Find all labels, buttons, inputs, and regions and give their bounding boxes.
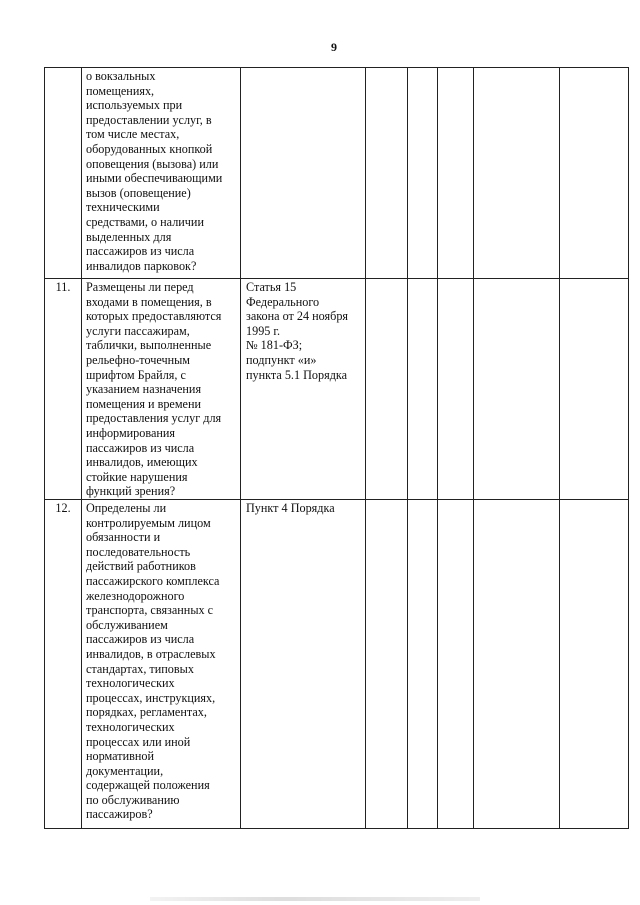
question-line: оповещения (вызова) или bbox=[86, 156, 219, 171]
reference-line: пункта 5.1 Порядка bbox=[246, 367, 348, 382]
question-line: Размещены ли перед bbox=[86, 280, 194, 294]
comment-cell bbox=[560, 68, 629, 279]
question-line: пассажиров из числа bbox=[86, 632, 195, 647]
answer-no-cell bbox=[408, 279, 438, 500]
table-row bbox=[45, 500, 629, 829]
answer-yes-cell bbox=[366, 500, 408, 829]
question-cell bbox=[82, 68, 241, 279]
table-row bbox=[45, 68, 629, 279]
page-number: 9 bbox=[331, 40, 337, 54]
reference-line: № 181-ФЗ; bbox=[246, 338, 303, 353]
question-line: оборудованных кнопкой bbox=[86, 141, 213, 156]
row-number bbox=[45, 68, 82, 279]
question-line: документации, bbox=[86, 763, 164, 778]
question-line: услуги пассажирам, bbox=[86, 323, 190, 338]
question-line: предоставления услуг для bbox=[86, 411, 222, 426]
reference-line: Статья 15 bbox=[246, 280, 297, 294]
question-line: нормативной bbox=[86, 749, 154, 764]
note-cell bbox=[474, 68, 560, 279]
answer-no-cell bbox=[408, 68, 438, 279]
question-line: средствами, о наличии bbox=[86, 214, 204, 229]
question-line: инвалидов парковок? bbox=[86, 258, 197, 273]
question-cell bbox=[82, 279, 241, 500]
question-line: железнодорожного bbox=[86, 588, 185, 603]
question-line: процессах, инструкциях, bbox=[86, 690, 216, 705]
question-line: пассажиров из числа bbox=[86, 440, 195, 455]
question-line: информирования bbox=[86, 425, 176, 440]
question-line: обслуживанием bbox=[86, 617, 168, 632]
question-line: таблички, выполненные bbox=[86, 338, 212, 353]
question-line: по обслуживанию bbox=[86, 792, 180, 807]
row-number: 12. bbox=[45, 500, 82, 829]
question-line: используемых при bbox=[86, 98, 183, 113]
answer-yes-cell bbox=[366, 279, 408, 500]
question-line: пассажиров из числа bbox=[86, 244, 195, 259]
question-line: транспорта, связанных с bbox=[86, 603, 214, 618]
reference-line: подпункт «и» bbox=[246, 352, 317, 367]
note-cell bbox=[474, 500, 560, 829]
answer-na-cell bbox=[438, 279, 474, 500]
question-line: рельефно-точечным bbox=[86, 352, 191, 367]
table-row bbox=[45, 279, 629, 500]
question-line: том числе местах, bbox=[86, 127, 180, 142]
question-line: инвалидов, в отраслевых bbox=[86, 646, 216, 661]
question-line: вызов (оповещение) bbox=[86, 185, 191, 200]
question-line: которых предоставляются bbox=[86, 309, 222, 324]
scan-artifact bbox=[150, 897, 480, 901]
question-line: порядках, регламентах, bbox=[86, 705, 207, 720]
question-line: помещения и времени bbox=[86, 396, 201, 411]
question-line: пассажиров? bbox=[86, 807, 153, 822]
question-line: стандартах, типовых bbox=[86, 661, 194, 676]
question-line: стойкие нарушения bbox=[86, 469, 188, 484]
question-line: о вокзальных bbox=[86, 69, 156, 83]
question-line: контролируемым лицом bbox=[86, 515, 211, 530]
answer-na-cell bbox=[438, 68, 474, 279]
question-line: иными обеспечивающими bbox=[86, 171, 223, 186]
question-line: обязанности и bbox=[86, 530, 161, 545]
question-line: действий работников bbox=[86, 559, 196, 574]
legal-reference-cell bbox=[241, 279, 366, 500]
question-line: шрифтом Брайля, с bbox=[86, 367, 186, 382]
question-line: пассажирского комплекса bbox=[86, 573, 220, 588]
comment-cell bbox=[560, 500, 629, 829]
question-line: последовательность bbox=[86, 544, 191, 559]
note-cell bbox=[474, 279, 560, 500]
question-line: указанием назначения bbox=[86, 382, 202, 397]
question-line: содержащей положения bbox=[86, 778, 210, 793]
question-line: входами в помещения, в bbox=[86, 294, 212, 309]
question-cell bbox=[82, 500, 241, 829]
question-line: технологических bbox=[86, 676, 175, 691]
answer-yes-cell bbox=[366, 68, 408, 279]
answer-na-cell bbox=[438, 500, 474, 829]
question-line: технологических bbox=[86, 719, 175, 734]
question-line: предоставлении услуг, в bbox=[86, 112, 212, 127]
question-line: функций зрения? bbox=[86, 484, 176, 499]
reference-line: 1995 г. bbox=[246, 323, 281, 338]
question-line: выделенных для bbox=[86, 229, 172, 244]
answer-no-cell bbox=[408, 500, 438, 829]
legal-reference-cell bbox=[241, 68, 366, 279]
legal-reference-cell bbox=[241, 500, 366, 829]
question-line: процессах или иной bbox=[86, 734, 191, 749]
question-line: техническими bbox=[86, 200, 160, 215]
question-line: инвалидов, имеющих bbox=[86, 455, 198, 470]
question-line: помещениях, bbox=[86, 83, 155, 98]
checklist-table bbox=[44, 67, 629, 829]
reference-line: закона от 24 ноября bbox=[246, 309, 349, 324]
reference-line: Федерального bbox=[246, 294, 320, 309]
question-line: Определены ли bbox=[86, 501, 167, 515]
row-number: 11. bbox=[45, 279, 82, 500]
reference-line: Пункт 4 Порядка bbox=[246, 501, 335, 515]
comment-cell bbox=[560, 279, 629, 500]
